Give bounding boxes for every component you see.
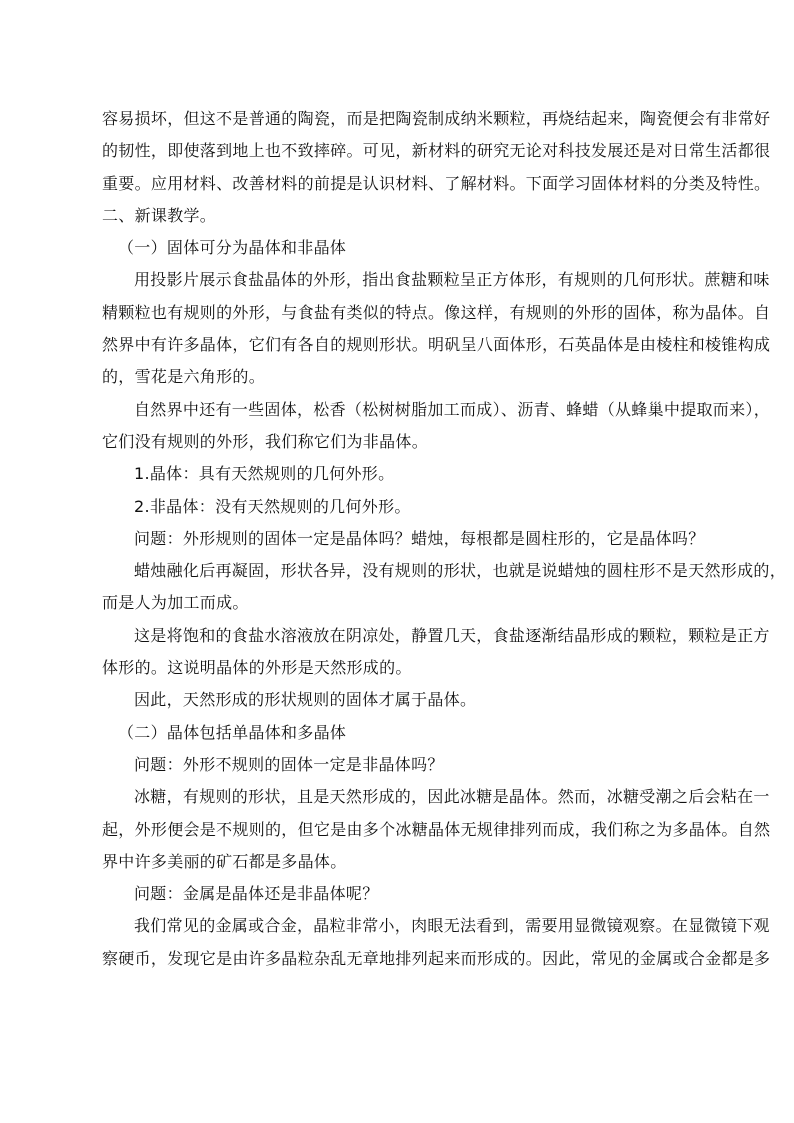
text-line: 问题：金属是晶体还是非晶体呢？: [134, 884, 379, 904]
text-line: 我们常见的金属或合金，晶粒非常小，肉眼无法看到，需要用显微镜观察。在显微镜下观: [134, 916, 770, 936]
text-line: 而是人为加工而成。: [102, 593, 249, 613]
text-line: 重要。应用材料、改善材料的前提是认识材料、了解材料。下面学习固体材料的分类及特性。: [102, 173, 771, 193]
text-line: 界中许多美丽的矿石都是多晶体。: [102, 851, 347, 871]
text-line: 蜡烛融化后再凝固，形状各异，没有规则的形状，也就是说蜡烛的圆柱形不是天然形成的，: [134, 561, 787, 581]
text-line: 察硬币，发现它是由许多晶粒杂乱无章地排列起来而形成的。因此，常见的金属或合金都是多: [102, 948, 771, 968]
text-line: 它们没有规则的外形，我们称它们为非晶体。: [102, 431, 429, 451]
text-line: （二）晶体包括单晶体和多晶体: [118, 722, 347, 742]
text-line: 1.晶体：具有天然规则的几何外形。: [134, 464, 395, 484]
text-line: 二、新课教学。: [102, 205, 217, 225]
text-line: （一）固体可分为晶体和非晶体: [118, 238, 347, 258]
text-line: 容易损坏，但这不是普通的陶瓷，而是把陶瓷制成纳米颗粒，再烧结起来，陶瓷便会有非常好: [102, 109, 771, 128]
text-line: 体形的。这说明晶体的外形是天然形成的。: [102, 658, 412, 678]
text-line: 的韧性，即使落到地上也不致摔碎。可见，新材料的研究无论对科技发展还是对日常生活都很: [102, 141, 771, 161]
text-line: 精颗粒也有规则的外形，与食盐有类似的特点。像这样，有规则的外形的固体，称为晶体。自: [102, 302, 771, 322]
text-line: 冰糖，有规则的形状，且是天然形成的，因此冰糖是晶体。然而，冰糖受潮之后会粘在一: [134, 787, 770, 807]
text-line: 的，雪花是六角形的。: [102, 367, 266, 387]
text-line: 2.非晶体：没有天然规则的几何外形。: [134, 496, 411, 516]
text-line: 起，外形便会是不规则的，但它是由多个冰糖晶体无规律排列而成，我们称之为多晶体。自然: [102, 819, 771, 839]
text-line: 这是将饱和的食盐水溶液放在阴凉处，静置几天，食盐逐渐结晶形成的颗粒，颗粒是正方: [134, 625, 770, 645]
text-line: 因此，天然形成的形状规则的固体才属于晶体。: [134, 690, 477, 710]
document-body: [102, 103, 787, 975]
text-line: 然界中有许多晶体，它们有各自的规则形状。明矾呈八面体形，石英晶体是由棱柱和棱锥构成: [102, 335, 771, 355]
text-line: 自然界中还有一些固体，松香（松树树脂加工而成）、沥青、蜂蜡（从蜂巢中提取而来），: [134, 399, 771, 419]
text-line: 问题：外形不规则的固体一定是非晶体吗？: [134, 754, 444, 774]
text-line: 问题：外形规则的固体一定是晶体吗？蜡烛，每根都是圆柱形的，它是晶体吗？: [134, 528, 705, 548]
text-line: 用投影片展示食盐晶体的外形，指出食盐颗粒呈正方体形，有规则的几何形状。蔗糖和味: [134, 270, 770, 290]
